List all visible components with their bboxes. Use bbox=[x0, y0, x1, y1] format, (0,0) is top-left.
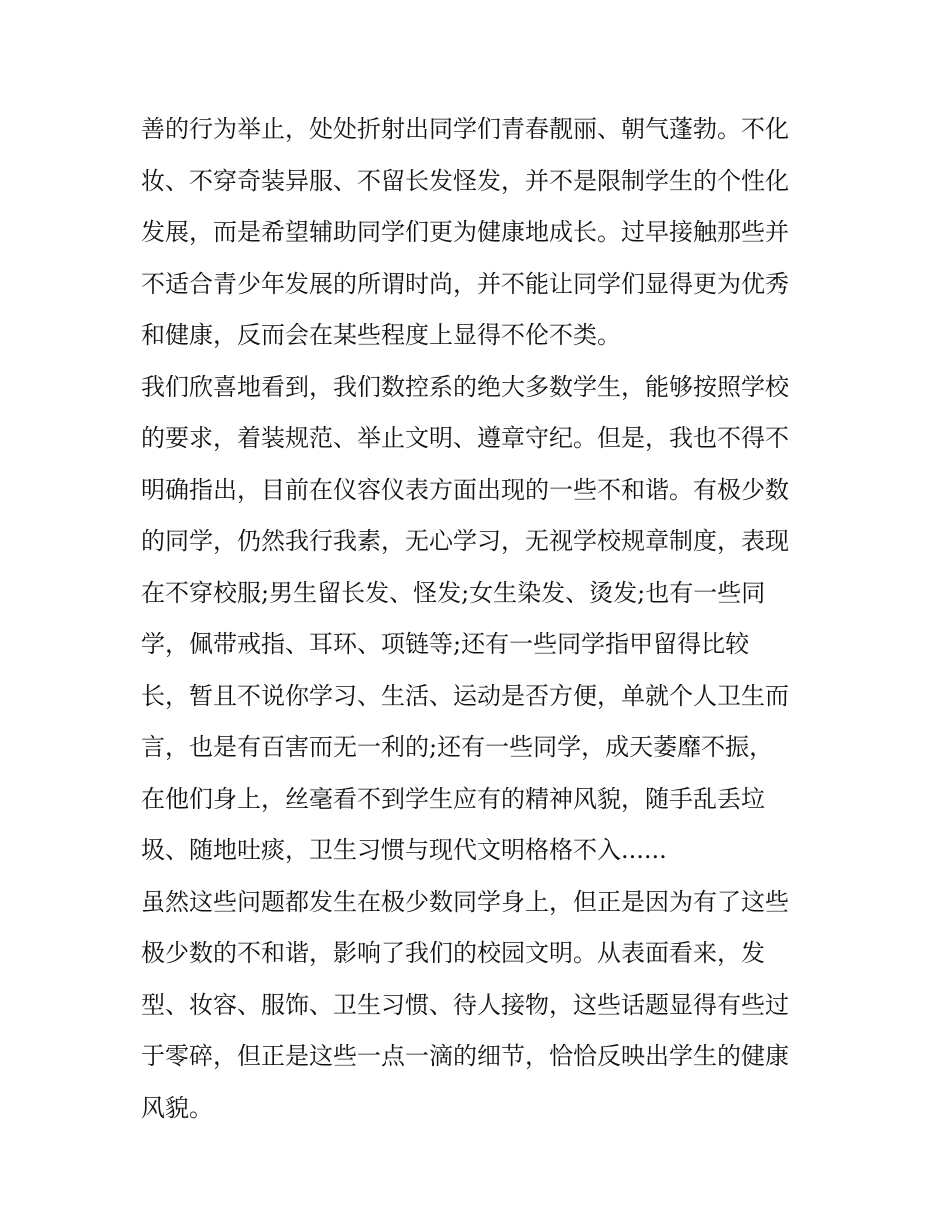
text-line: 长，暂且不说你学习、生活、运动是否方便，单就个人卫生而 bbox=[141, 681, 789, 710]
text-line: 发展，而是希望辅助同学们更为健康地成长。过早接触那些并 bbox=[141, 218, 789, 246]
text-line: 在他们身上，丝毫看不到学生应有的精神风貌，随手乱丢垃 bbox=[141, 784, 765, 813]
text-line: 的要求，着装规范、举止文明、遵章守纪。但是，我也不得不 bbox=[141, 424, 789, 452]
body-text bbox=[141, 104, 821, 1134]
text-line: 妆、不穿奇装异服、不留长发怪发，并不是限制学生的个性化 bbox=[141, 166, 789, 195]
paragraph-1 bbox=[141, 104, 821, 362]
text-line: 言，也是有百害而无一利的;还有一些同学，成天萎靡不振， bbox=[141, 733, 774, 761]
text-line: 风貌。 bbox=[141, 1093, 213, 1122]
text-line: 极少数的不和谐，影响了我们的校园文明。从表面看来，发 bbox=[141, 939, 765, 967]
text-line: 我们欣喜地看到，我们数控系的绝大多数学生，能够按照学校 bbox=[141, 372, 789, 401]
text-line: 不适合青少年发展的所谓时尚，并不能让同学们显得更为优秀 bbox=[141, 269, 789, 298]
text-line: 虽然这些问题都发生在极少数同学身上，但正是因为有了这些 bbox=[141, 887, 789, 916]
text-line: 圾、随地吐痰，卫生习惯与现代文明格格不入...... bbox=[141, 836, 667, 864]
paragraph-3 bbox=[141, 877, 821, 1135]
text-line: 型、妆容、服饰、卫生习惯、待人接物，这些话题显得有些过 bbox=[141, 990, 789, 1019]
text-line: 善的行为举止，处处折射出同学们青春靓丽、朝气蓬勃。不化 bbox=[141, 115, 789, 143]
text-line: 和健康，反而会在某些程度上显得不伦不类。 bbox=[141, 321, 621, 349]
text-line: 在不穿校服;男生留长发、怪发;女生染发、烫发;也有一些同 bbox=[141, 578, 766, 607]
text-line: 学，佩带戒指、耳环、项链等;还有一些同学指甲留得比较 bbox=[141, 630, 750, 658]
text-line: 于零碎，但正是这些一点一滴的细节，恰恰反映出学生的健康 bbox=[141, 1042, 789, 1070]
paragraph-2 bbox=[141, 362, 821, 877]
text-line: 的同学，仍然我行我素，无心学习，无视学校规章制度，表现 bbox=[141, 527, 789, 555]
text-line: 明确指出，目前在仪容仪表方面出现的一些不和谐。有极少数 bbox=[141, 475, 789, 504]
